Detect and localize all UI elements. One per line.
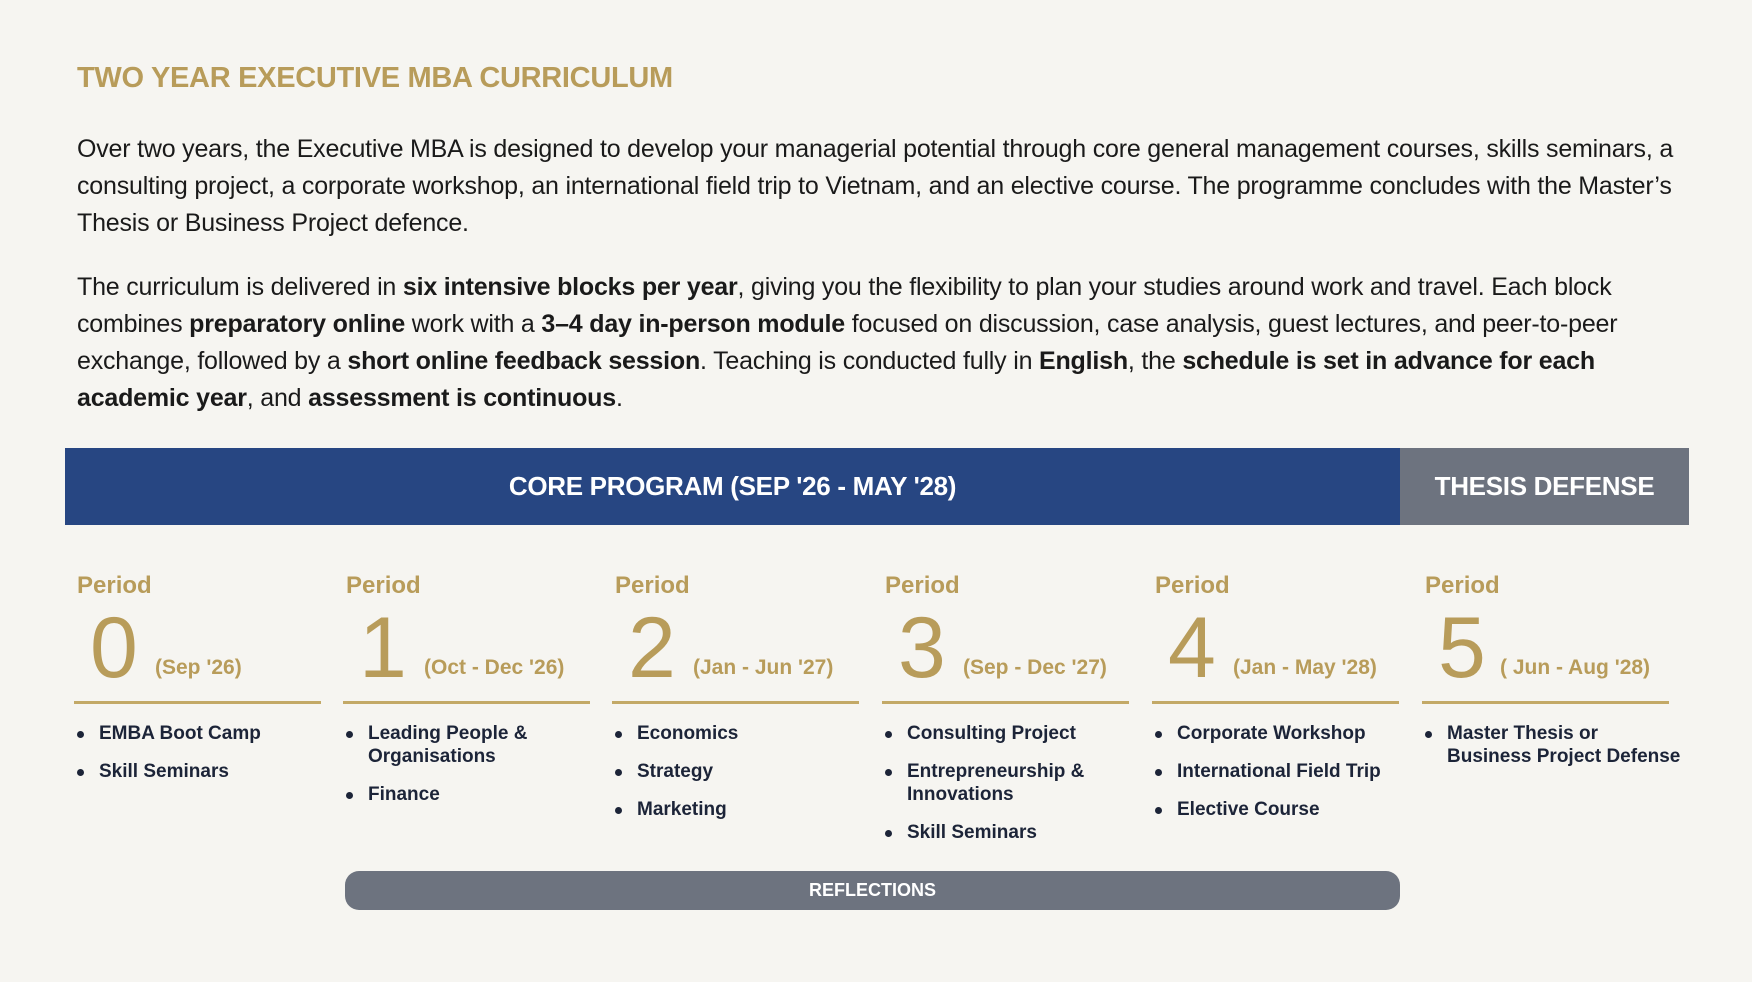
period-label: Period	[615, 572, 690, 599]
course-item: Skill Seminars	[883, 821, 1133, 844]
delivery-paragraph	[77, 269, 1677, 417]
period-course-list	[883, 722, 1133, 859]
core-program-band: CORE PROGRAM (SEP '26 - MAY '28)	[65, 448, 1400, 525]
delivery-emphasis: English	[1039, 347, 1128, 375]
course-item: Consulting Project	[883, 722, 1133, 745]
delivery-emphasis: schedule is set in advance for each academic year	[77, 347, 1595, 412]
period-course-list	[1423, 722, 1681, 783]
period-divider	[74, 701, 321, 704]
period-label: Period	[346, 572, 421, 599]
delivery-text: work with a	[405, 310, 542, 338]
delivery-emphasis: assessment is continuous	[308, 384, 616, 412]
period-label: Period	[77, 572, 152, 599]
period-divider	[1152, 701, 1399, 704]
delivery-text: . Teaching is conducted fully in	[700, 347, 1040, 375]
thesis-defense-band: THESIS DEFENSE	[1400, 448, 1689, 525]
reflections-bar: REFLECTIONS	[345, 871, 1400, 910]
period-number: 2	[628, 600, 676, 696]
course-item: Corporate Workshop	[1153, 722, 1403, 745]
delivery-text: .	[615, 384, 623, 412]
course-item: Entrepreneurship & Innovations	[883, 760, 1133, 806]
period-course-list	[1153, 722, 1403, 836]
course-item: International Field Trip	[1153, 760, 1403, 783]
period-number: 4	[1168, 600, 1216, 696]
delivery-text: , giving you the flexibility to plan your studies around work and travel. Each block combines	[77, 273, 1612, 338]
delivery-text: The curriculum is delivered in	[77, 273, 403, 301]
period-divider	[882, 701, 1129, 704]
period-number: 1	[359, 600, 407, 696]
period-divider	[612, 701, 859, 704]
course-item: Leading People & Organisations	[344, 722, 594, 768]
course-item: Economics	[613, 722, 863, 745]
delivery-emphasis: short online feedback session	[347, 347, 701, 375]
period-number: 0	[90, 600, 138, 696]
delivery-text: , and	[246, 384, 309, 412]
period-range: (Oct - Dec '26)	[424, 656, 565, 679]
delivery-emphasis: 3–4 day in-person module	[541, 310, 846, 338]
period-divider	[343, 701, 590, 704]
delivery-emphasis: six intensive blocks per year	[402, 273, 738, 301]
course-item: Strategy	[613, 760, 863, 783]
course-item: Elective Course	[1153, 798, 1403, 821]
period-range: (Jan - Jun '27)	[693, 656, 834, 679]
period-course-list	[344, 722, 594, 821]
period-label: Period	[1425, 572, 1500, 599]
period-number: 5	[1438, 600, 1486, 696]
period-range: (Sep '26)	[155, 656, 242, 679]
period-course-list	[613, 722, 863, 836]
delivery-emphasis: preparatory online	[189, 310, 406, 338]
delivery-text: , the	[1127, 347, 1183, 375]
delivery-text: focused on discussion, case analysis, guest lectures, and peer-to-peer exchange, followed by a	[77, 310, 1618, 375]
intro-paragraph: Over two years, the Executive MBA is designed to develop your managerial potential through core general management courses, skills seminars, a consulting project, a corporate workshop, an international field trip to Vietnam, and an elective course. The programme concludes with the Master’s Thesis or Business Project defence.	[77, 135, 1674, 237]
period-course-list	[75, 722, 325, 798]
course-item: Master Thesis or Business Project Defense	[1423, 722, 1681, 768]
period-range: ( Jun - Aug '28)	[1500, 656, 1651, 679]
course-item: Finance	[344, 783, 594, 806]
course-item: EMBA Boot Camp	[75, 722, 325, 745]
course-item: Skill Seminars	[75, 760, 325, 783]
period-number: 3	[898, 600, 946, 696]
period-label: Period	[1155, 572, 1230, 599]
period-label: Period	[885, 572, 960, 599]
course-item: Marketing	[613, 798, 863, 821]
period-divider	[1422, 701, 1669, 704]
page-title: TWO YEAR EXECUTIVE MBA CURRICULUM	[77, 62, 673, 94]
period-range: (Sep - Dec '27)	[963, 656, 1107, 679]
period-range: (Jan - May '28)	[1233, 656, 1377, 679]
